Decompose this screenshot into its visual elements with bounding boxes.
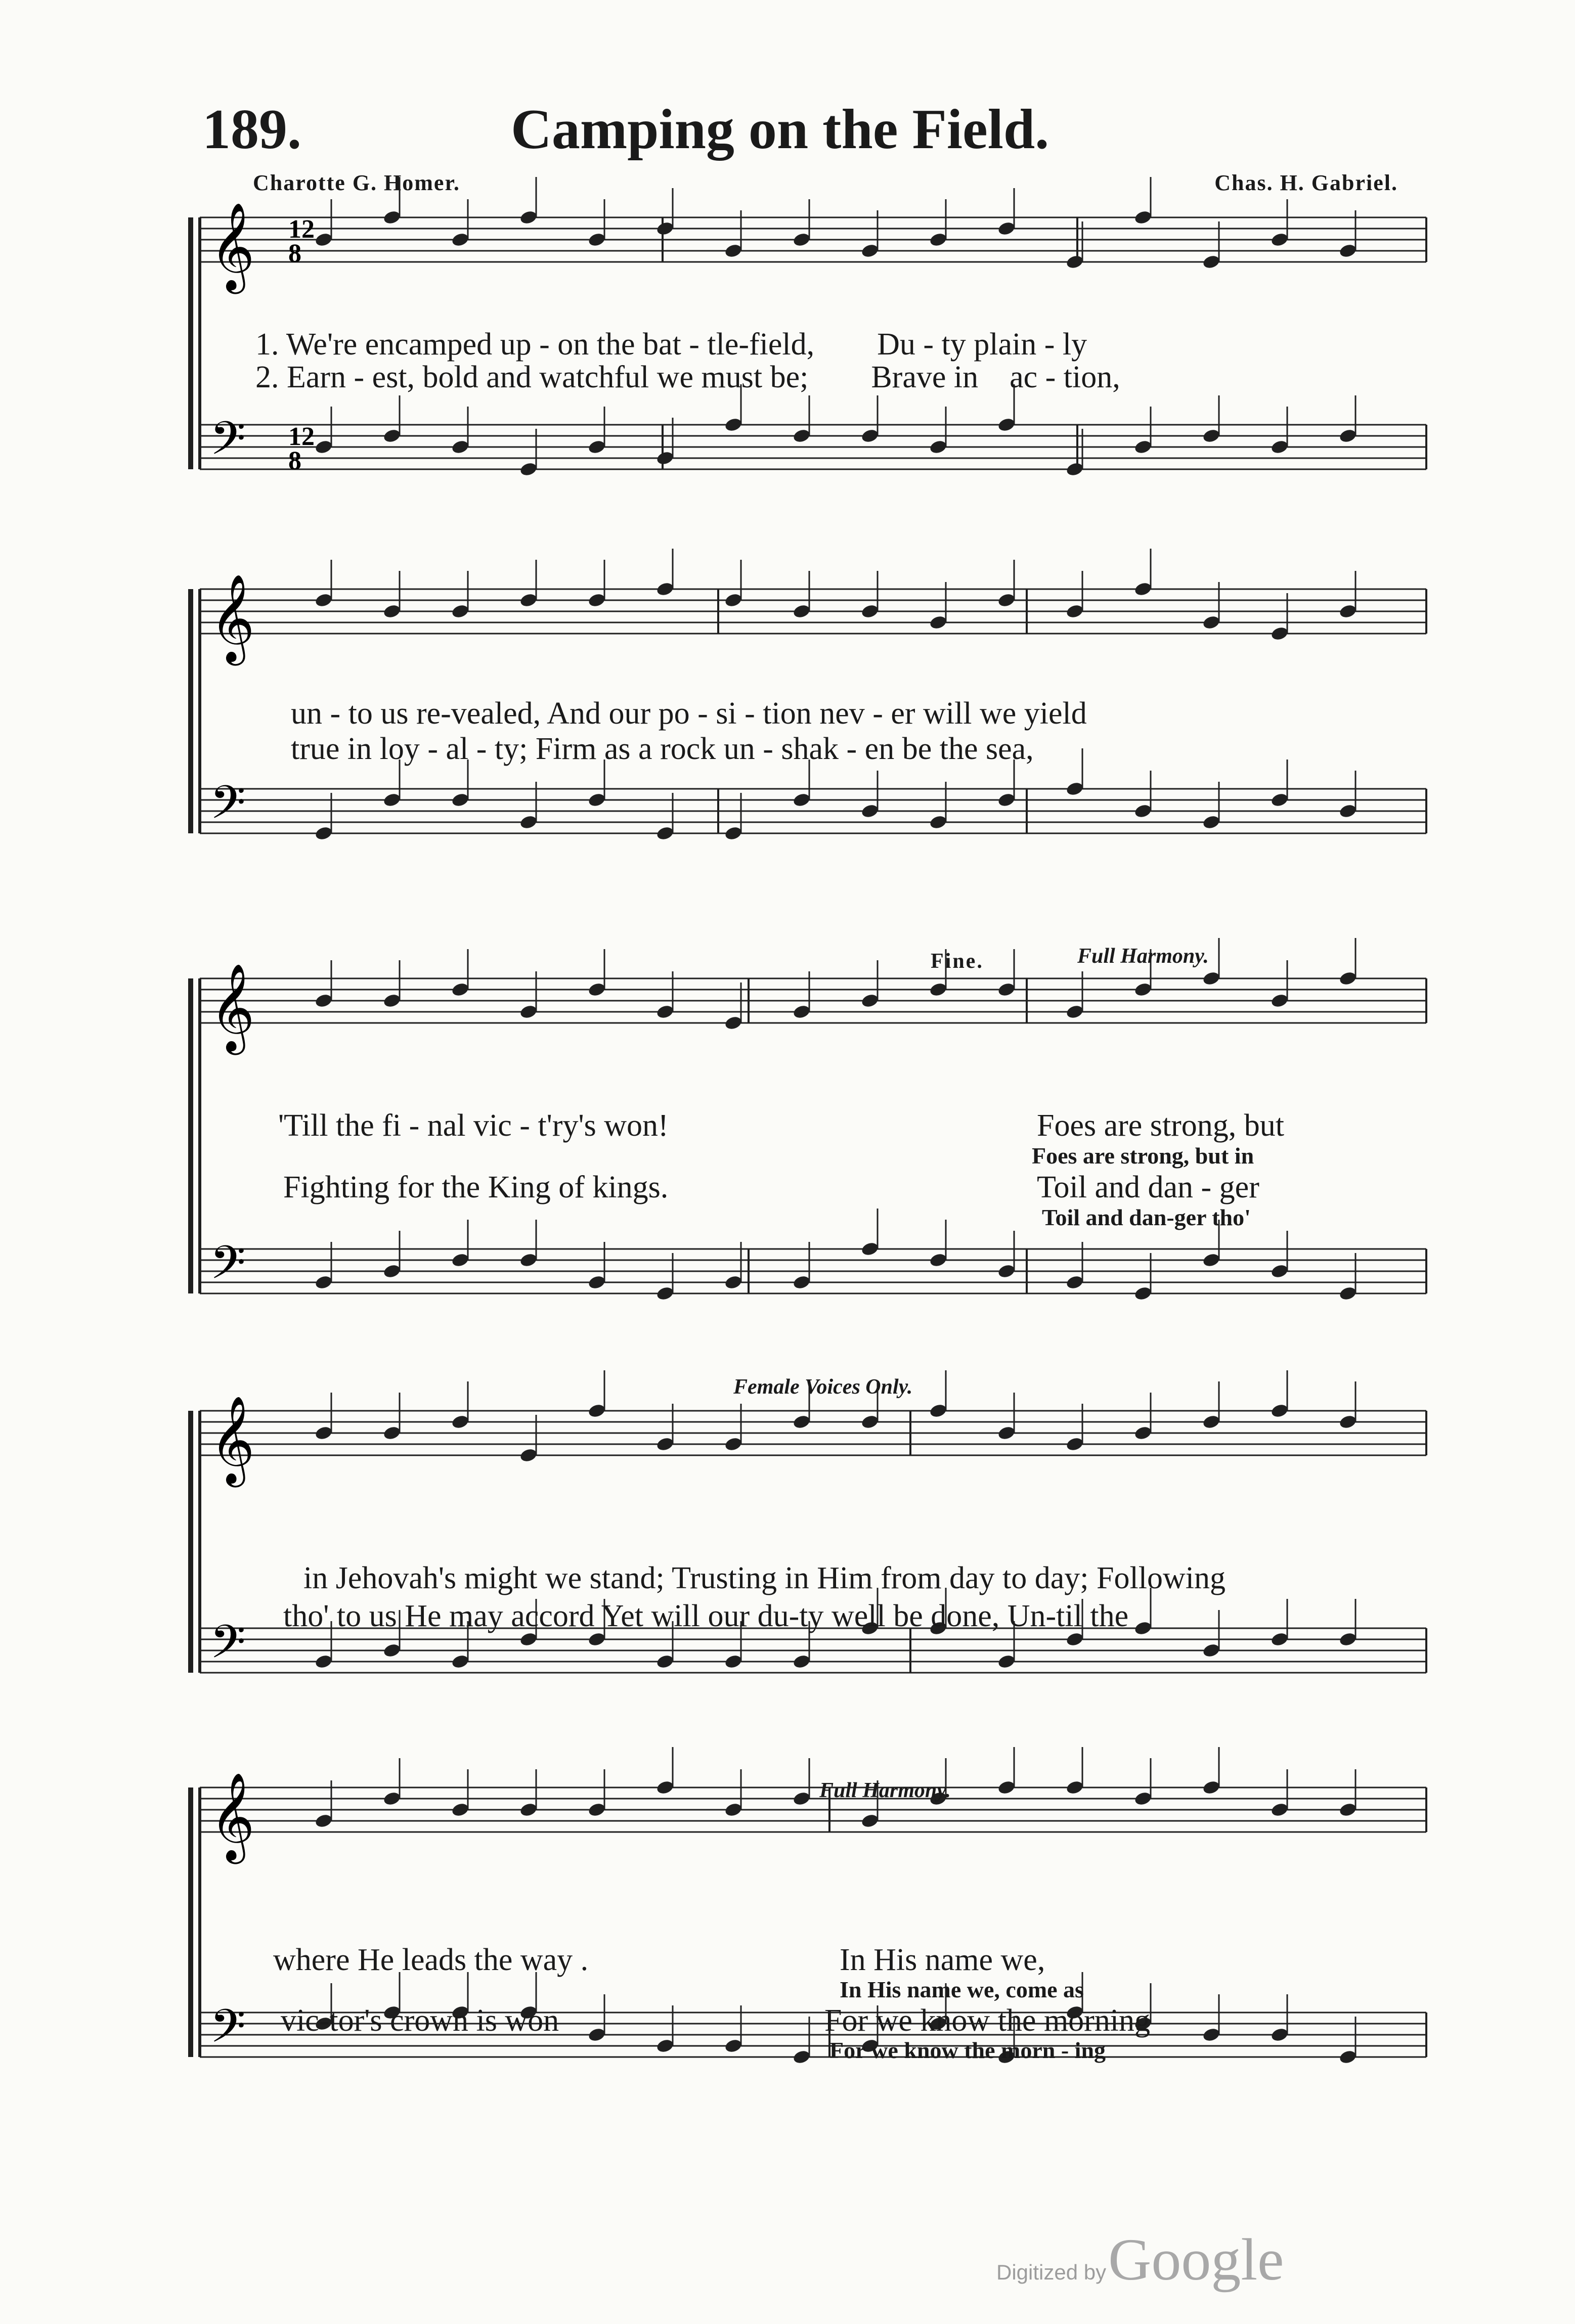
bass-note [1270,439,1289,455]
lyric-line: un - to us re-vealed, And our po - si - tion nev - er will we yield [291,696,1087,731]
treble-note [929,614,948,631]
bass-clef-icon: 𝄢 [210,412,246,476]
lyric-line-small: Foes are strong, but in [1032,1143,1254,1169]
google-logo: Google [1108,2226,1284,2293]
treble-note [519,209,538,226]
digitized-footer [996,2226,1284,2293]
bass-note [655,450,675,466]
treble-note [1270,1802,1289,1818]
bass-note [1133,803,1153,819]
bass-note [519,1631,538,1647]
treble-note [382,603,402,619]
treble-note [860,1414,880,1430]
bass-note [860,1241,880,1257]
treble-note [519,592,538,608]
bass-note [792,1274,811,1290]
bass-clef-icon: 𝄢 [210,1615,246,1680]
treble-note [929,232,948,248]
bass-note [451,1252,470,1268]
bass-clef-icon: 𝄢 [210,1236,246,1301]
treble-note [655,1436,675,1452]
treble-note [724,1015,743,1031]
lyric-line: Fighting for the King of kings. [283,1170,669,1204]
lyric-line: vic-tor's crown is won [281,2003,559,2038]
treble-note [724,592,743,608]
bass-note [655,825,675,841]
bass-note [382,1263,402,1279]
treble-note [314,592,333,608]
treble-note [1270,993,1289,1009]
treble-note [451,232,470,248]
bass-note [451,1653,470,1670]
treble-note [997,1425,1016,1441]
treble-note [1133,209,1153,226]
lyric-line-small: Toil and dan-ger tho' [1042,1204,1251,1230]
bass-note [587,1631,606,1647]
bass-note [1202,428,1221,444]
bass-note [1338,428,1358,444]
bass-note [314,825,333,841]
lyric-line: true in loy - al - ty; Firm as a rock un - shak - en be the sea, [291,732,1034,766]
full-harmony-marking: Full Harmony. [819,1779,951,1802]
bass-note [997,792,1016,808]
treble-note [860,243,880,259]
treble-note [655,220,675,237]
treble-note [860,1813,880,1829]
bass-note [792,428,811,444]
treble-note [587,232,606,248]
treble-note [1338,603,1358,619]
treble-clef-icon: 𝄞 [210,574,255,662]
treble-note [1202,1779,1221,1796]
bass-note [1065,1631,1084,1647]
bass-note [451,439,470,455]
bass-note [860,803,880,819]
bass-note [314,1274,333,1290]
time-signature: 12 [288,422,315,451]
bass-note [1202,2027,1221,2043]
bass-note [519,814,538,830]
treble-note [451,1414,470,1430]
treble-note [382,209,402,226]
bass-note [587,2027,606,2043]
treble-note [792,232,811,248]
treble-note [1133,1791,1153,1807]
treble-note [519,1447,538,1463]
time-signature: 8 [288,239,301,268]
lyric-line: tho' to us He may accord Yet will our du-ty well be done, Un-til the [283,1599,1129,1633]
bass-note [997,1263,1016,1279]
treble-note [451,1802,470,1818]
treble-note [792,603,811,619]
treble-note [1202,970,1221,987]
treble-note [655,1004,675,1020]
bass-note [724,2038,743,2054]
treble-note [519,1802,538,1818]
treble-clef-icon: 𝄞 [210,1772,255,1860]
treble-note [997,220,1016,237]
treble-note [587,981,606,998]
bass-note [792,792,811,808]
bass-note [724,417,743,433]
bass-note [1133,439,1153,455]
treble-note [655,1779,675,1796]
lyric-line: In His name we, [840,1943,1045,1977]
bass-note [314,439,333,455]
treble-note [1065,603,1084,619]
treble-note [860,603,880,619]
lyric-line: For we know the morning [824,2003,1151,2038]
treble-note [1065,1779,1084,1796]
treble-note [792,1414,811,1430]
digitized-label: Digitized by [996,2260,1107,2284]
bass-note [724,825,743,841]
lyric-line: in Jehovah's might we stand; Trusting in Him from day to day; Following [303,1561,1226,1595]
treble-note [1133,1425,1153,1441]
bass-note [724,1653,743,1670]
bass-note [929,439,948,455]
fine-marking: Fine. [931,950,984,973]
bass-note [655,1285,675,1302]
bass-note [997,1653,1016,1670]
treble-note [1065,254,1084,270]
treble-note [1338,1802,1358,1818]
bass-note [587,1274,606,1290]
treble-note [587,1802,606,1818]
treble-note [1133,981,1153,998]
treble-note [1065,1004,1084,1020]
bass-clef-icon: 𝄢 [210,776,246,840]
bass-note [655,2038,675,2054]
bass-note [314,1653,333,1670]
lyric-line: where He leads the way . [273,1943,589,1977]
treble-note [724,1436,743,1452]
treble-note [860,993,880,1009]
bass-note [382,428,402,444]
hymn-number: 189. [202,98,301,161]
treble-note [382,1425,402,1441]
lyric-line: 2. Earn - est, bold and watchful we must be; Brave in ac - tion, [255,360,1120,394]
treble-note [451,603,470,619]
bass-note [860,428,880,444]
bass-note [1065,461,1084,477]
bass-note [929,1252,948,1268]
treble-note [792,1004,811,1020]
treble-note [1338,243,1358,259]
treble-note [1202,1414,1221,1430]
treble-note [314,1813,333,1829]
bass-note [1338,1285,1358,1302]
composer-credit: Chas. H. Gabriel. [1214,170,1398,195]
treble-note [997,981,1016,998]
treble-note [655,581,675,597]
bass-note [1338,1631,1358,1647]
bass-note [519,461,538,477]
bass-note [1133,1620,1153,1636]
hymn-title: Camping on the Field. [511,98,1049,161]
treble-note [1133,581,1153,597]
bass-note [1270,792,1289,808]
lyric-line-small: In His name we, come as [840,1977,1084,2002]
treble-note [382,993,402,1009]
treble-note [1338,1414,1358,1430]
bass-note [1202,1642,1221,1659]
bass-note [997,417,1016,433]
bass-note [1270,1263,1289,1279]
treble-note [1202,254,1221,270]
lyric-line-small: For we know the morn - ing [829,2037,1106,2063]
treble-note [587,592,606,608]
bass-note [1338,2049,1358,2065]
treble-clef-icon: 𝄞 [210,963,255,1051]
bass-note [1338,803,1358,819]
treble-note [1202,614,1221,631]
bass-note [382,792,402,808]
bass-note [1270,1631,1289,1647]
bass-note [655,1653,675,1670]
bass-note [929,814,948,830]
treble-note [997,592,1016,608]
treble-note [997,1779,1016,1796]
time-signature: 8 [288,446,301,475]
bass-note [1202,814,1221,830]
bass-note [1202,1252,1221,1268]
bass-note [1065,1274,1084,1290]
treble-clef-icon: 𝄞 [210,1396,255,1484]
bass-note [1065,781,1084,797]
author-credit: Charotte G. Homer. [253,170,460,195]
bass-note [382,1642,402,1659]
treble-note [314,232,333,248]
treble-note [587,1403,606,1419]
treble-note [1270,232,1289,248]
treble-note [314,993,333,1009]
treble-clef-icon: 𝄞 [210,202,255,290]
bass-note [724,1274,743,1290]
treble-note [1338,970,1358,987]
bass-note [587,439,606,455]
bass-clef-icon: 𝄢 [210,1999,246,2064]
treble-note [1270,1403,1289,1419]
bass-note [1133,1285,1153,1302]
treble-note [314,1425,333,1441]
bass-note [792,2049,811,2065]
lyric-line: 'Till the fi - nal vic - t'ry's won! [278,1108,669,1143]
treble-note [929,1403,948,1419]
lyric-line: 1. We're encamped up - on the bat - tle-field, Du - ty plain - ly [255,327,1087,362]
treble-note [724,1802,743,1818]
treble-note [1270,625,1289,642]
bass-note [1270,2027,1289,2043]
bass-note [519,1252,538,1268]
lyric-line: Toil and dan - ger [1037,1170,1259,1204]
treble-note [382,1791,402,1807]
bass-note [792,1653,811,1670]
bass-note [587,792,606,808]
time-signature: 12 [288,215,315,244]
treble-note [792,1791,811,1807]
female-voices-marking: Female Voices Only. [733,1375,913,1399]
treble-note [519,1004,538,1020]
full-harmony-marking: Full Harmony. [1077,945,1209,968]
treble-note [451,981,470,998]
lyric-line: Foes are strong, but [1037,1108,1285,1143]
bass-note [451,792,470,808]
treble-note [929,981,948,998]
treble-note [1065,1436,1084,1452]
treble-note [724,243,743,259]
